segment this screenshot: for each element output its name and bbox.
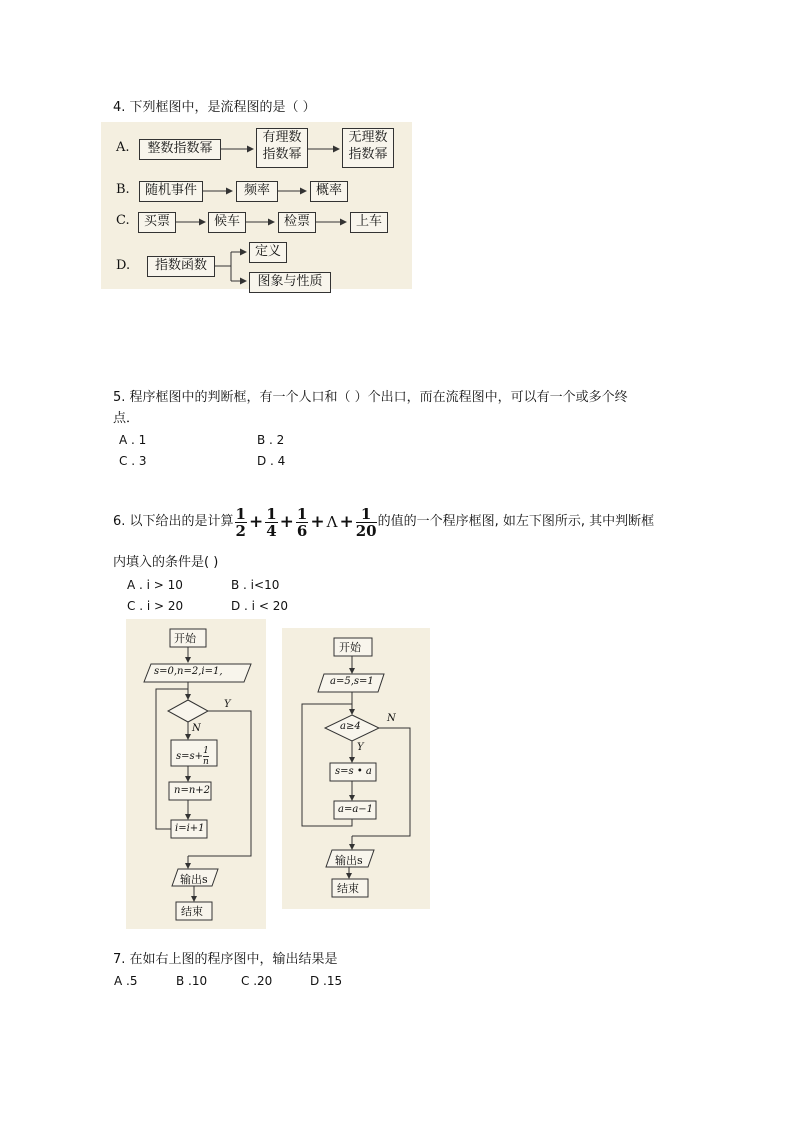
q4-c-box-board: 上车 xyxy=(350,212,388,233)
q4-a-box3-line1: 无理数 xyxy=(348,130,388,145)
left-yes-label: Y xyxy=(224,699,231,710)
q4-option-d-label: D. xyxy=(116,258,131,273)
q5-stem-line2: 点． xyxy=(113,411,140,426)
right-step-s-label: s=s • a xyxy=(335,766,372,777)
q4-option-a-label: A. xyxy=(116,140,130,155)
q4-d-box-graph-properties: 图象与性质 xyxy=(249,272,331,293)
plus-sign: + xyxy=(279,512,294,532)
left-end-label: 结束 xyxy=(181,905,203,918)
q4-option-b-label: B. xyxy=(116,182,130,197)
q4-d-box-exp-function: 指数函数 xyxy=(147,256,215,277)
plus-sign: + xyxy=(339,512,354,532)
left-init-label: s=0,n=2,i=1, xyxy=(154,666,223,677)
q5-stem-line1: 5. 程序框图中的判断框，有一个人口和（ ）个出口，而在流程图中，可以有一个或多个终 xyxy=(113,390,628,405)
right-step-a-label: a=a−1 xyxy=(338,804,374,815)
plus-sign: + xyxy=(248,512,264,532)
q4-option-c-label: C. xyxy=(116,213,130,228)
right-cond-label: a≥4 xyxy=(340,721,361,732)
right-no-label: N xyxy=(387,713,396,724)
q5-option-a: A . 1 xyxy=(119,433,147,447)
right-output-label: 输出s xyxy=(335,854,363,867)
fraction-1-4: $\frac{1}{4}$ xyxy=(266,504,277,540)
right-init-label: a=5,s=1 xyxy=(330,676,374,687)
q6-suffix: 的值的一个程序框图, 如左下图所示, 其中判断框 xyxy=(377,514,655,529)
q7-option-b: B .10 xyxy=(176,974,208,988)
fraction-1-6: $\frac{1}{6}$ xyxy=(296,504,308,540)
q6-option-d: D . i < 20 xyxy=(231,599,288,613)
q4-a-box-integer-power: 整数指数幂 xyxy=(139,139,221,160)
q5-option-c: C . 3 xyxy=(119,454,147,468)
left-step-n-label: n=n+2 xyxy=(174,785,211,796)
left-step-i-label: i=i+1 xyxy=(175,823,205,834)
q7-option-a: A .5 xyxy=(114,974,138,988)
fraction-1-20: $\frac{1}{20}$ xyxy=(355,504,377,540)
right-end-label: 结束 xyxy=(337,882,359,895)
q5-option-d: D . 4 xyxy=(257,454,286,468)
plus-sign: + xyxy=(310,512,325,532)
q6-stem-line1 xyxy=(113,500,654,544)
q4-b-box-random-event: 随机事件 xyxy=(139,181,203,202)
q7-stem: 7. 在如右上图的程序图中，输出结果是 xyxy=(113,952,338,967)
q5-option-b: B . 2 xyxy=(257,433,285,447)
q4-a-box2-line1: 有理数 xyxy=(262,130,302,145)
q6-stem-line2: 内填入的条件是( ) xyxy=(113,555,219,570)
q4-c-box-check-ticket: 检票 xyxy=(278,212,316,233)
flowchart-left xyxy=(126,619,266,929)
right-start-label: 开始 xyxy=(339,641,361,654)
q7-option-d: D .15 xyxy=(310,974,343,988)
q6-option-a: A . i > 10 xyxy=(127,578,183,592)
q4-figure xyxy=(101,122,412,289)
q4-b-box-probability: 概率 xyxy=(310,181,348,202)
q4-c-box-wait: 候车 xyxy=(208,212,246,233)
right-yes-label: Y xyxy=(357,742,364,753)
q6-option-b: B . i<10 xyxy=(231,578,280,592)
q4-stem: 4. 下列框图中，是流程图的是（ ） xyxy=(113,100,316,115)
q7-option-c: C .20 xyxy=(241,974,273,988)
q6-prefix: 6. 以下给出的是计算 xyxy=(113,514,234,529)
q4-b-box-frequency: 频率 xyxy=(236,181,278,202)
q4-d-box-definition: 定义 xyxy=(249,242,287,263)
flowchart-right xyxy=(282,628,430,909)
left-output-label: 输出s xyxy=(180,873,208,886)
q4-a-box-rational-power xyxy=(256,128,308,168)
q6-option-c: C . i > 20 xyxy=(127,599,184,613)
ellipsis-symbol: Λ xyxy=(326,513,338,531)
q4-a-box3-line2: 指数幂 xyxy=(348,147,388,162)
left-start-label: 开始 xyxy=(174,632,196,645)
q4-c-box-buy-ticket: 买票 xyxy=(138,212,176,233)
q4-a-box2-line2: 指数幂 xyxy=(262,147,302,162)
left-step-s-label: s=s+ $\frac{1}{n}$ xyxy=(176,746,209,767)
q4-a-box-irrational-power xyxy=(342,128,394,168)
fraction-1-2: $\frac{1}{2}$ xyxy=(235,504,246,540)
left-no-label: N xyxy=(192,723,201,734)
